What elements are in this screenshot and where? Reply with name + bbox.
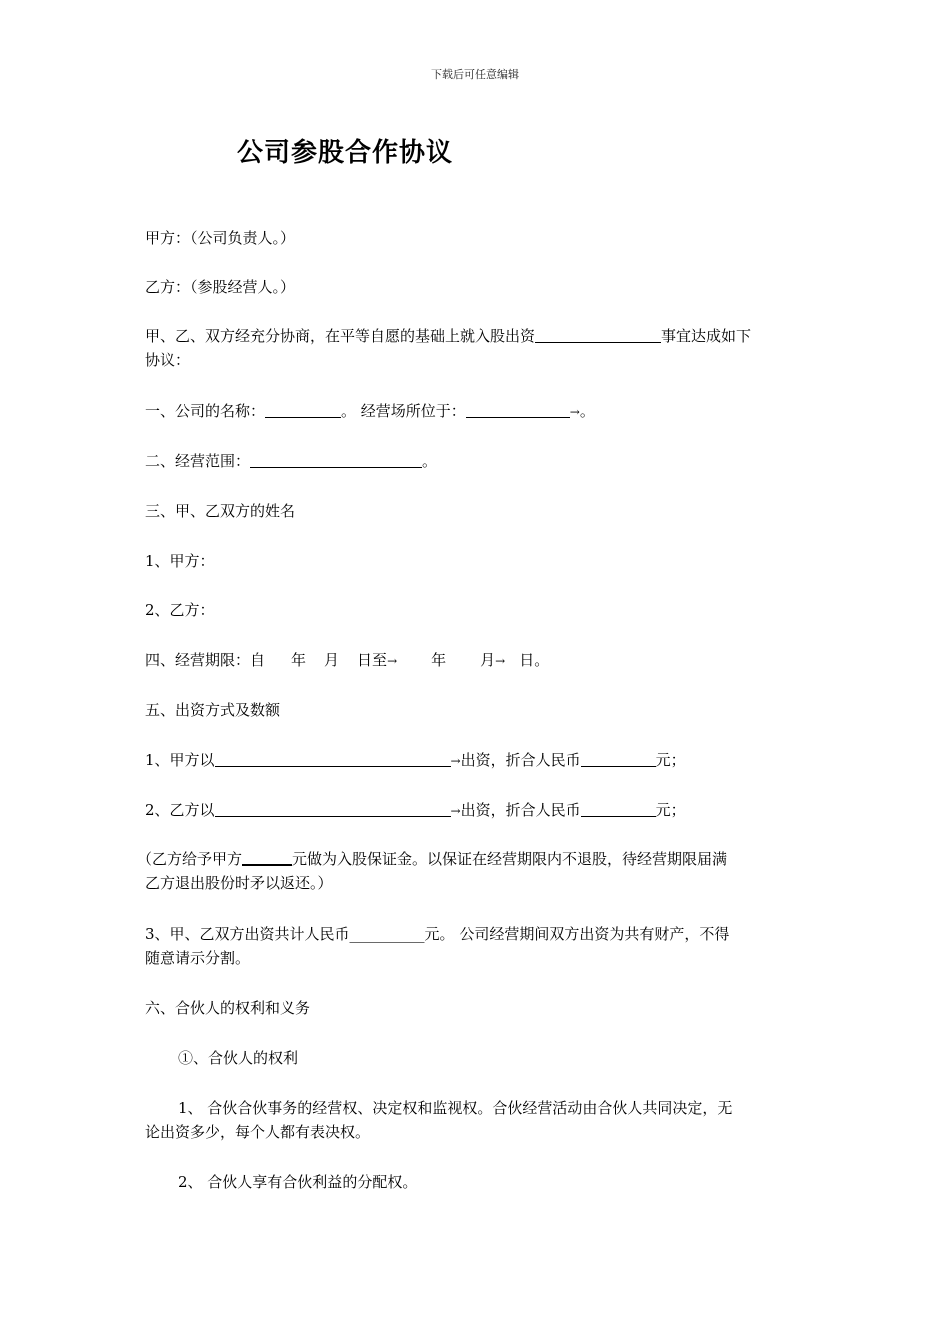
clause-5: 五、出资方式及数额: [145, 701, 281, 719]
right-1-line1: 1、 合伙合伙事务的经营权、决定权和监视权。合伙经营活动由合伙人共同决定，无: [178, 1099, 733, 1117]
clause-3-item-2: 2、乙方：: [145, 601, 215, 619]
clause-4: [145, 648, 807, 673]
clause-4-year2: 年: [431, 651, 447, 669]
clause-5-3-after: 元。 公司经营期间双方出资为共有财产，不得: [424, 925, 730, 943]
deposit-paragraph: [137, 847, 799, 895]
blank-line: [250, 451, 422, 468]
clause-4-month1: 月: [324, 651, 340, 669]
clause-2: [145, 449, 807, 473]
clause-5-3-line2: 随意请示分割。: [145, 949, 251, 967]
arrow-icon: →: [387, 654, 398, 668]
clause-5-2-label: 2、乙方以: [145, 801, 215, 819]
party-b: 乙方：（参股经营人。）: [145, 278, 296, 296]
clause-5-2-end: 元；: [655, 801, 686, 819]
blank-line: [265, 401, 341, 418]
clause-4-year1: 年: [291, 651, 307, 669]
clause-6-subheading: ①、合伙人的权利: [178, 1049, 299, 1067]
clause-5-3-text: 3、甲、乙双方出资共计人民币: [145, 925, 350, 943]
blank-line: [581, 800, 656, 817]
clause-4-label: 四、经营期限：自: [145, 651, 266, 669]
clause-4-day2: 日。: [519, 651, 550, 669]
blank-line: [215, 750, 451, 767]
clause-1: [145, 399, 807, 424]
clause-5-item-3: [145, 922, 807, 970]
deposit-text: （乙方给予甲方: [137, 850, 243, 868]
right-1: [145, 1096, 807, 1144]
arrow-icon: →: [450, 804, 461, 818]
document-title: 公司参股合作协议: [237, 138, 454, 168]
blank-line: [535, 326, 661, 343]
deposit-text-line2: 乙方退出股份时矛以返还。）: [145, 874, 333, 892]
clause-5-2-mid: 出资，折合人民币: [460, 801, 581, 819]
clause-4-month2: 月: [480, 651, 496, 669]
intro-paragraph: [145, 324, 807, 372]
clause-2-label: 二、经营范围：: [145, 452, 251, 470]
clause-5-item-1: [145, 748, 807, 773]
clause-5-3-blank: __________: [349, 925, 425, 943]
clause-1-label: 一、公司的名称：: [145, 402, 266, 420]
intro-text-line2: 协议：: [145, 351, 191, 369]
right-2: 2、 合伙人享有合伙利益的分配权。: [178, 1173, 418, 1191]
blank-line: [466, 401, 570, 418]
right-1-line2: 论出资多少，每个人都有表决权。: [145, 1123, 371, 1141]
party-a: 甲方：（公司负责人。）: [145, 229, 296, 247]
clause-5-item-2: [145, 798, 807, 823]
blank-line: [581, 750, 656, 767]
blank-line: [242, 848, 292, 866]
clause-6: 六、合伙人的权利和义务: [145, 999, 311, 1017]
deposit-text-after: 元做为入股保证金。以保证在经营期限内不退股，待经营期限届满: [292, 850, 728, 868]
clause-5-1-label: 1、甲方以: [145, 751, 215, 769]
arrow-icon: →: [495, 654, 506, 668]
header-note: 下载后可任意编辑: [431, 68, 519, 81]
blank-line: [215, 800, 451, 817]
arrow-icon: →: [450, 754, 461, 768]
clause-3: 三、甲、乙双方的姓名: [145, 502, 296, 520]
arrow-icon: →: [569, 405, 580, 419]
clause-1-end: 。: [579, 402, 595, 420]
clause-5-1-mid: 出资，折合人民币: [460, 751, 581, 769]
clause-4-day-to: 日至: [357, 651, 388, 669]
intro-text: 甲、乙、双方经充分协商，在平等自愿的基础上就入股出资: [145, 327, 536, 345]
clause-3-item-1: 1、甲方：: [145, 552, 215, 570]
clause-2-end: 。: [422, 452, 438, 470]
clause-5-1-end: 元；: [655, 751, 686, 769]
clause-1-mid: 。 经营场所位于：: [341, 402, 466, 420]
intro-text-after: 事宜达成如下: [661, 327, 752, 345]
